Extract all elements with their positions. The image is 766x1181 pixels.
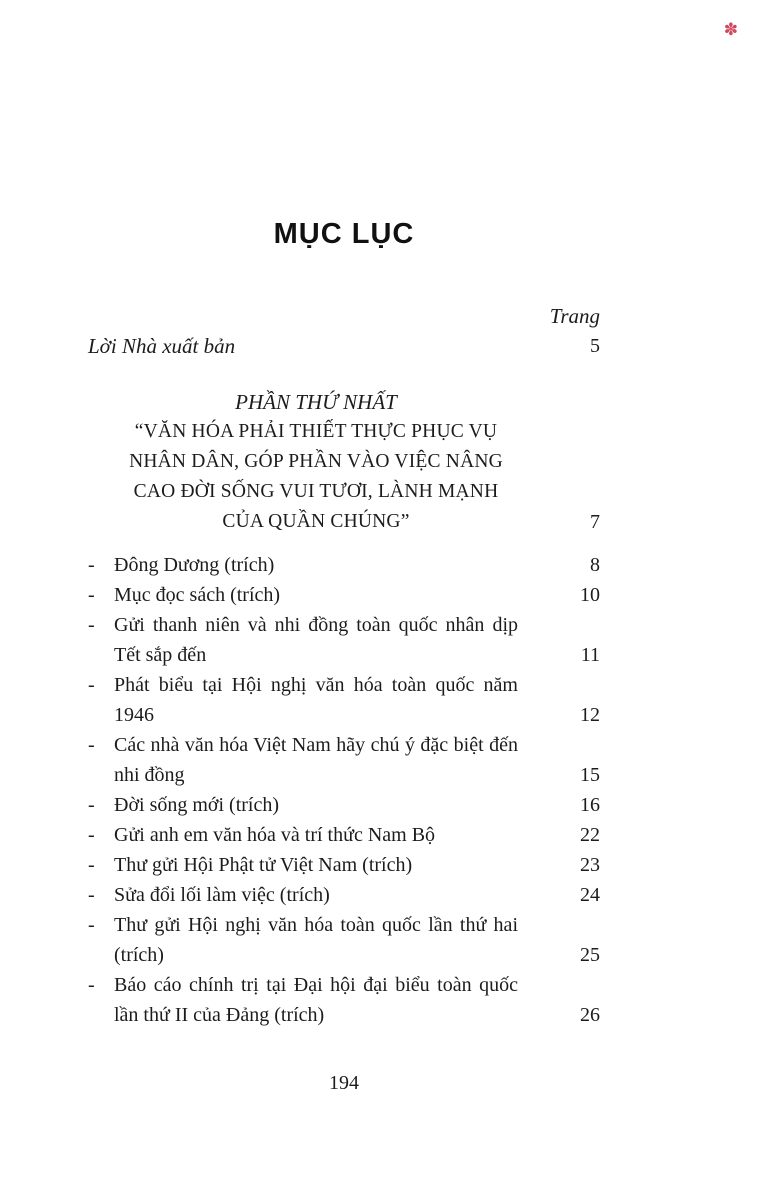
section-heading-text: [88, 387, 600, 537]
entry-page-number: 12: [580, 704, 600, 726]
section-quote-line: CỦA QUẦN CHÚNG”: [222, 511, 410, 532]
entry-title: Thư gửi Hội Phật tử Việt Nam (trích): [114, 854, 413, 876]
entry-page-number: 10: [580, 584, 600, 606]
entry-dash: -: [88, 614, 95, 636]
page-title: MỤC LỤC: [273, 218, 415, 250]
page-content: [88, 0, 600, 1030]
section-heading: [88, 387, 600, 537]
entry-dash: -: [88, 554, 95, 576]
entry-title: Mục đọc sách (trích): [114, 584, 281, 606]
section-quote-line: CAO ĐỜI SỐNG VUI TƯƠI, LÀNH MẠNH: [133, 481, 499, 502]
entry-title: Sửa đổi lối làm việc (trích): [114, 884, 330, 906]
footer-page-number: 194: [329, 1072, 359, 1094]
toc-entry: [88, 670, 600, 730]
entry-dash: -: [88, 794, 95, 816]
front-item-label: Lời Nhà xuất bản: [88, 334, 236, 358]
toc-list: [88, 550, 600, 1030]
entry-page-number: 15: [580, 764, 600, 786]
entry-title: Phát biểu tại Hội nghị văn hóa toàn quốc năm 1946: [114, 674, 518, 726]
entry-dash: -: [88, 734, 95, 756]
entry-page-number: 24: [580, 884, 600, 906]
toc-entry: [88, 970, 600, 1030]
toc-entry: [88, 550, 600, 580]
entry-dash: -: [88, 914, 95, 936]
entry-page-number: 11: [580, 644, 600, 666]
toc-entry: [88, 850, 600, 880]
entry-page-number: 25: [580, 944, 600, 966]
entry-title: Báo cáo chính trị tại Đại hội đại biểu toàn quốc lần thứ II của Đảng (trích): [114, 974, 518, 1026]
section-page-number: 7: [590, 511, 600, 533]
flower-decoration-icon: ✽: [723, 20, 738, 40]
entry-title: Gửi anh em văn hóa và trí thức Nam Bộ: [114, 824, 436, 846]
front-item-page-number: 5: [590, 335, 600, 357]
toc-entry: [88, 730, 600, 790]
entry-page-number: 23: [580, 854, 600, 876]
section-quote-line: NHÂN DÂN, GÓP PHẦN VÀO VIỆC NÂNG: [129, 451, 503, 472]
entry-page-number: 8: [590, 554, 600, 576]
entry-title: Đông Dương (trích): [114, 554, 275, 576]
toc-entry: [88, 910, 600, 970]
entry-dash: -: [88, 584, 95, 606]
part-title: PHẦN THỨ NHẤT: [235, 390, 397, 414]
toc-entry: [88, 820, 600, 850]
entry-dash: -: [88, 854, 95, 876]
toc-entry: [88, 790, 600, 820]
entry-page-number: 16: [580, 794, 600, 816]
toc-front-item: [88, 331, 600, 361]
entry-dash: -: [88, 974, 95, 996]
entry-dash: -: [88, 674, 95, 696]
section-quote-line: “VĂN HÓA PHẢI THIẾT THỰC PHỤC VỤ: [134, 421, 498, 442]
entry-title: Thư gửi Hội nghị văn hóa toàn quốc lần thứ hai (trích): [114, 914, 518, 966]
entry-dash: -: [88, 824, 95, 846]
entry-title: Gửi thanh niên và nhi đồng toàn quốc nhân dịp Tết sắp đến: [114, 614, 518, 666]
entry-page-number: 26: [580, 1004, 600, 1026]
entry-title: Đời sống mới (trích): [114, 794, 280, 816]
toc-entry: [88, 880, 600, 910]
entry-title: Các nhà văn hóa Việt Nam hãy chú ý đặc biệt đến nhi đồng: [114, 734, 518, 786]
page-column-header: Trang: [549, 304, 600, 328]
toc-entry: [88, 580, 600, 610]
toc-entry: [88, 610, 600, 670]
entry-dash: -: [88, 884, 95, 906]
entry-page-number: 22: [580, 824, 600, 846]
